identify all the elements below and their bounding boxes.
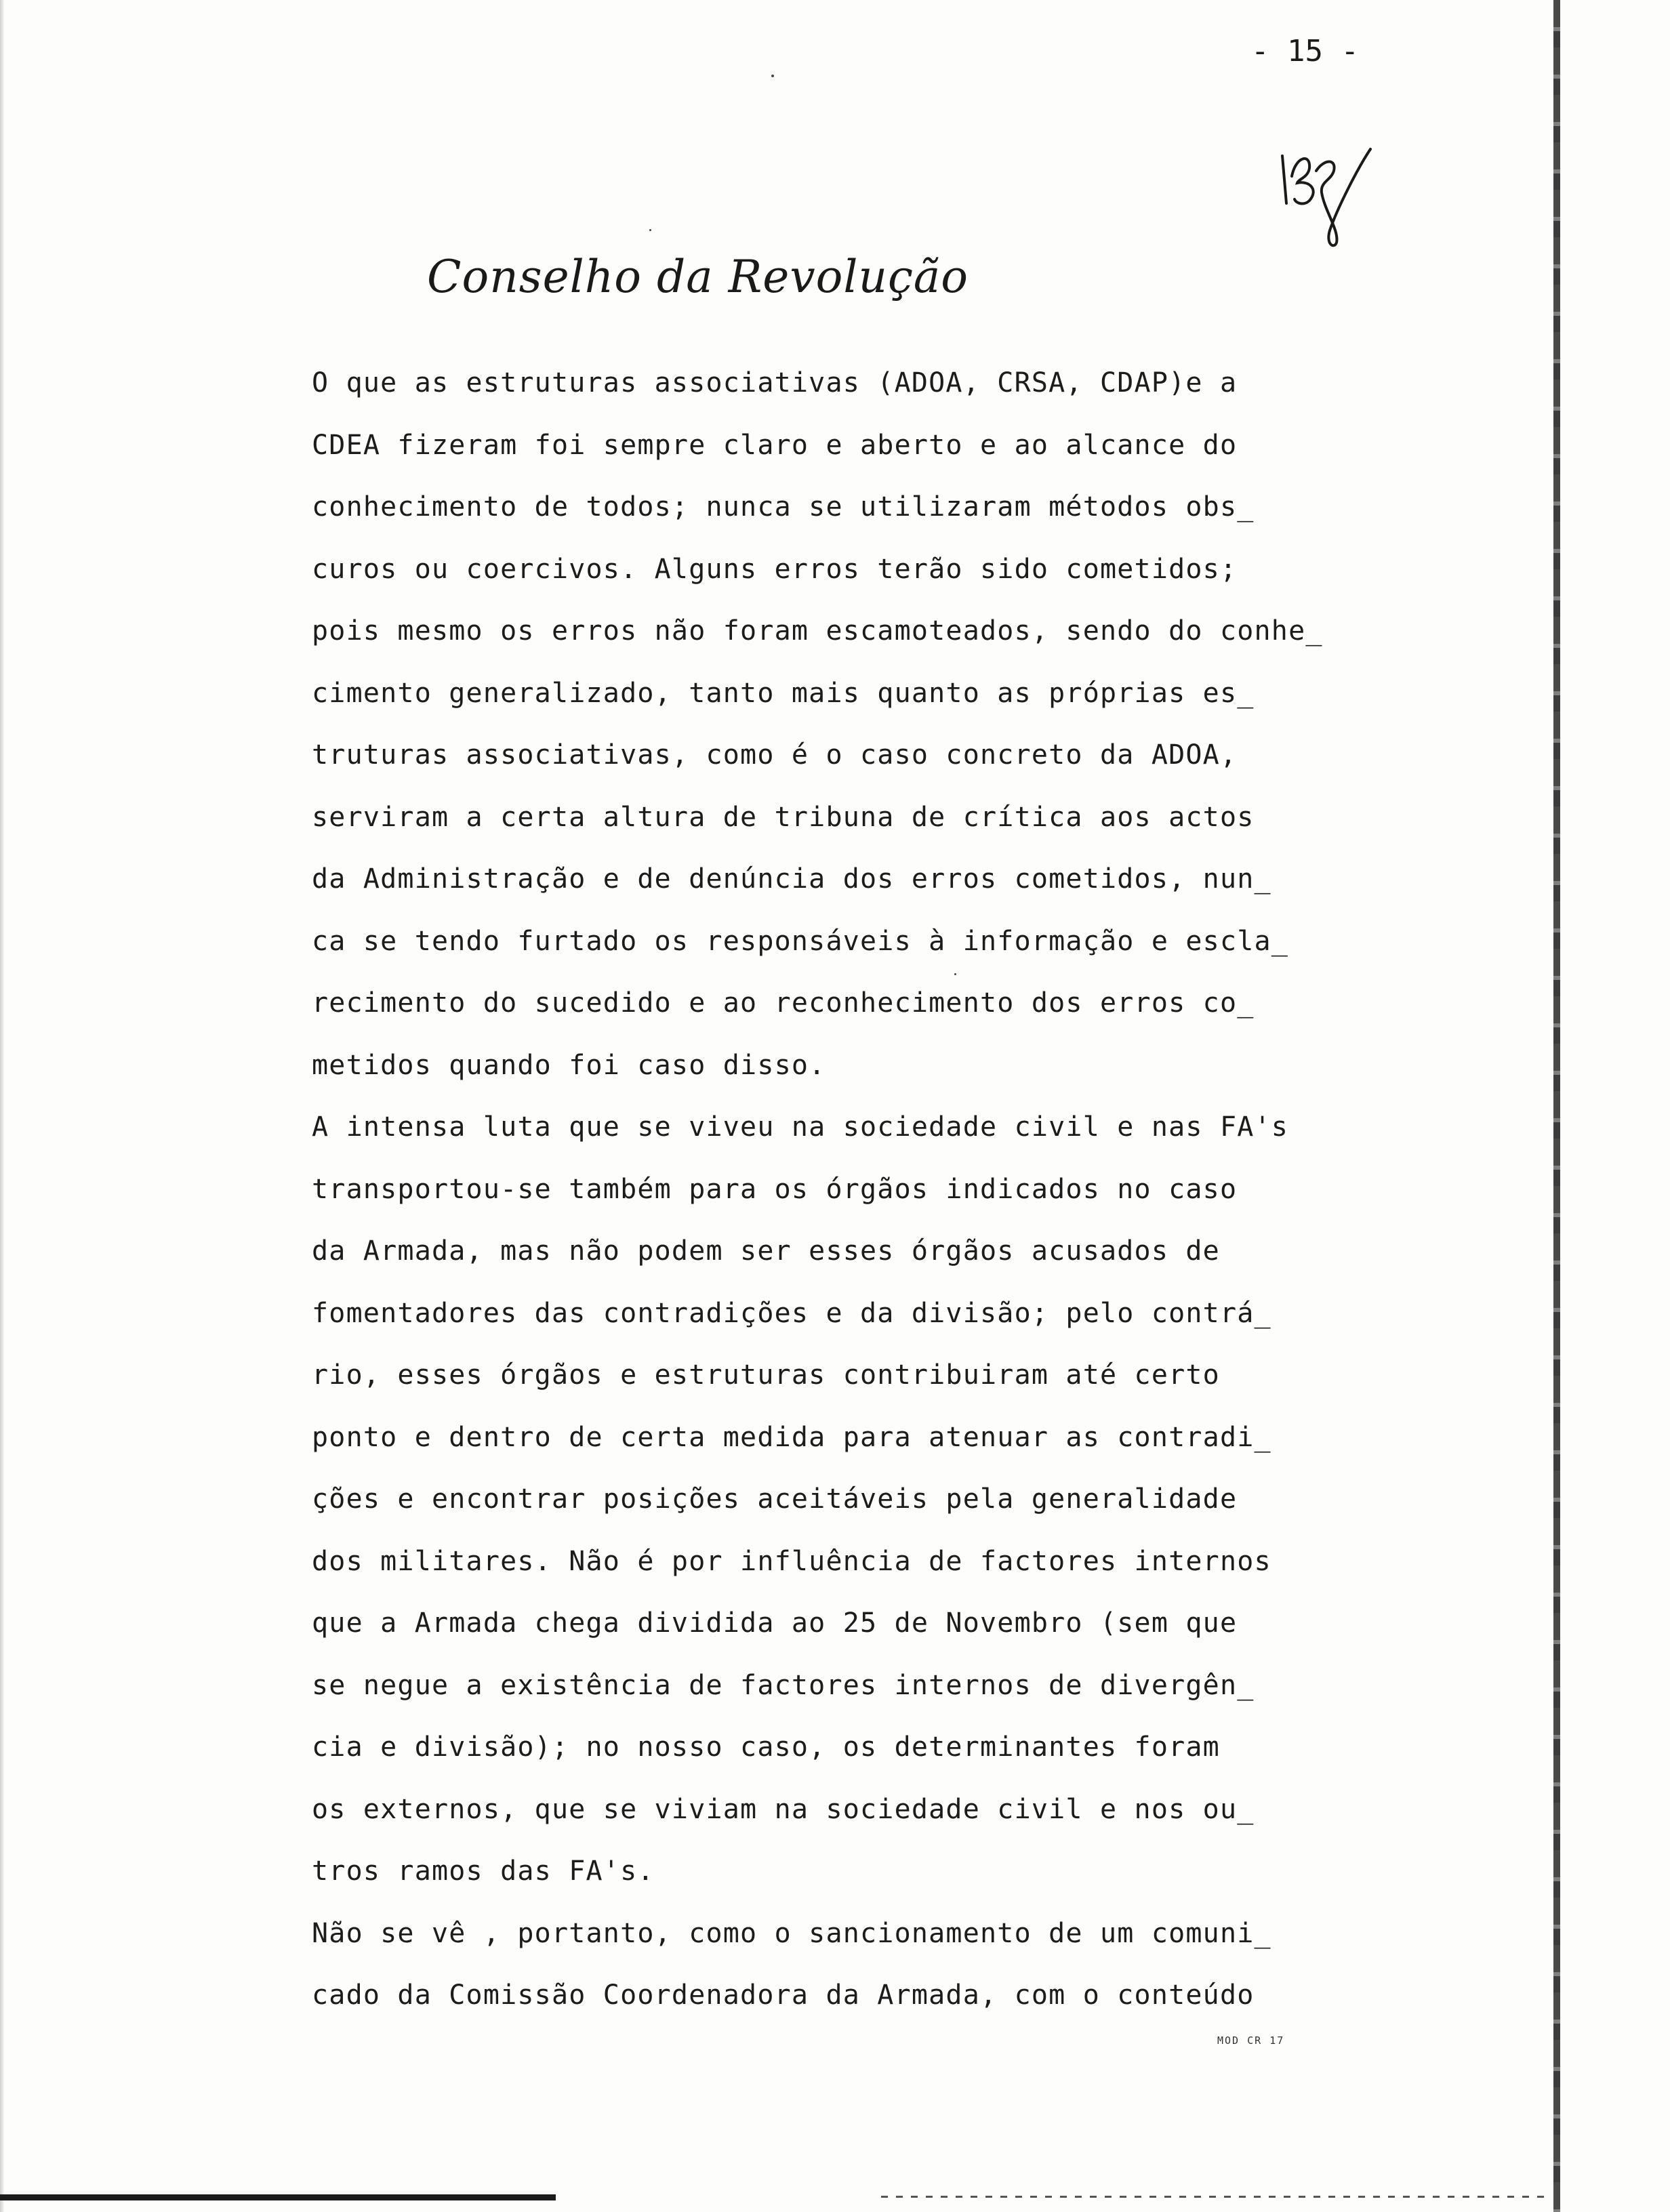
- text-line: CDEA fizeram foi sempre claro e aberto e ao alcance do: [312, 429, 1238, 461]
- text-line: cado da Comissão Coordenadora da Armada, com o conteúdo: [312, 1980, 1255, 2011]
- text-line: metidos quando foi caso disso.: [312, 1049, 826, 1081]
- text-line: da Administração e de denúncia dos erros cometidos, nun_: [312, 863, 1271, 895]
- text-line: dos militares. Não é por influência de factores internos: [312, 1545, 1271, 1577]
- text-line: O que as estruturas associativas (ADOA, CRSA, CDAP)e a: [312, 367, 1238, 398]
- scan-speck: [771, 75, 774, 77]
- text-line: recimento do sucedido e ao reconhecimento dos erros co_: [312, 987, 1255, 1019]
- text-line: serviram a certa altura de tribuna de crítica aos actos: [312, 801, 1255, 833]
- scan-speck: [954, 973, 956, 975]
- text-line: curos ou coercivos. Alguns erros terão sido cometidos;: [312, 553, 1238, 585]
- text-line: Não se vê , portanto, como o sancionamento de um comuni_: [312, 1917, 1271, 1949]
- handwritten-initials: [1269, 129, 1377, 251]
- body-text: [312, 352, 1369, 2027]
- text-line: ponto e dentro de certa medida para atenuar as contradi_: [312, 1421, 1271, 1453]
- page-number: - 15 -: [1251, 34, 1359, 68]
- scan-bottom-edge: [0, 2188, 1670, 2212]
- scan-left-edge: [0, 0, 4, 2212]
- text-line: os externos, que se viviam na sociedade civil e nos ou_: [312, 1793, 1255, 1825]
- form-code: MOD CR 17: [1217, 2034, 1285, 2047]
- text-line: ca se tendo furtado os responsáveis à informação e escla_: [312, 925, 1289, 957]
- text-line: truturas associativas, como é o caso concreto da ADOA,: [312, 739, 1238, 771]
- scan-bottom-dots: [881, 2196, 1545, 2198]
- text-line: pois mesmo os erros não foram escamoteados, sendo do conhe_: [312, 615, 1323, 647]
- text-line: cimento generalizado, tanto mais quanto as próprias es_: [312, 677, 1255, 709]
- scan-bottom-bar: [0, 2194, 556, 2200]
- scan-right-edge: [1553, 0, 1560, 2212]
- text-line: ções e encontrar posições aceitáveis pela generalidade: [312, 1483, 1238, 1515]
- text-line: A intensa luta que se viveu na sociedade civil e nas FA's: [312, 1111, 1289, 1143]
- text-line: que a Armada chega dividida ao 25 de Novembro (sem que: [312, 1607, 1238, 1639]
- text-line: transportou-se também para os órgãos indicados no caso: [312, 1173, 1238, 1205]
- letterhead-title: Conselho da Revolução: [427, 251, 969, 303]
- text-line: tros ramos das FA's.: [312, 1856, 655, 1887]
- text-line: conhecimento de todos; nunca se utilizaram métodos obs_: [312, 491, 1255, 523]
- scan-speck: [649, 229, 651, 231]
- text-line: cia e divisão); no nosso caso, os determinantes foram: [312, 1732, 1220, 1763]
- text-line: rio, esses órgãos e estruturas contribuiram até certo: [312, 1359, 1220, 1391]
- text-line: da Armada, mas não podem ser esses órgãos acusados de: [312, 1235, 1220, 1267]
- text-line: fomentadores das contradições e da divisão; pelo contrá_: [312, 1297, 1271, 1329]
- text-line: se negue a existência de factores internos de divergên_: [312, 1669, 1255, 1701]
